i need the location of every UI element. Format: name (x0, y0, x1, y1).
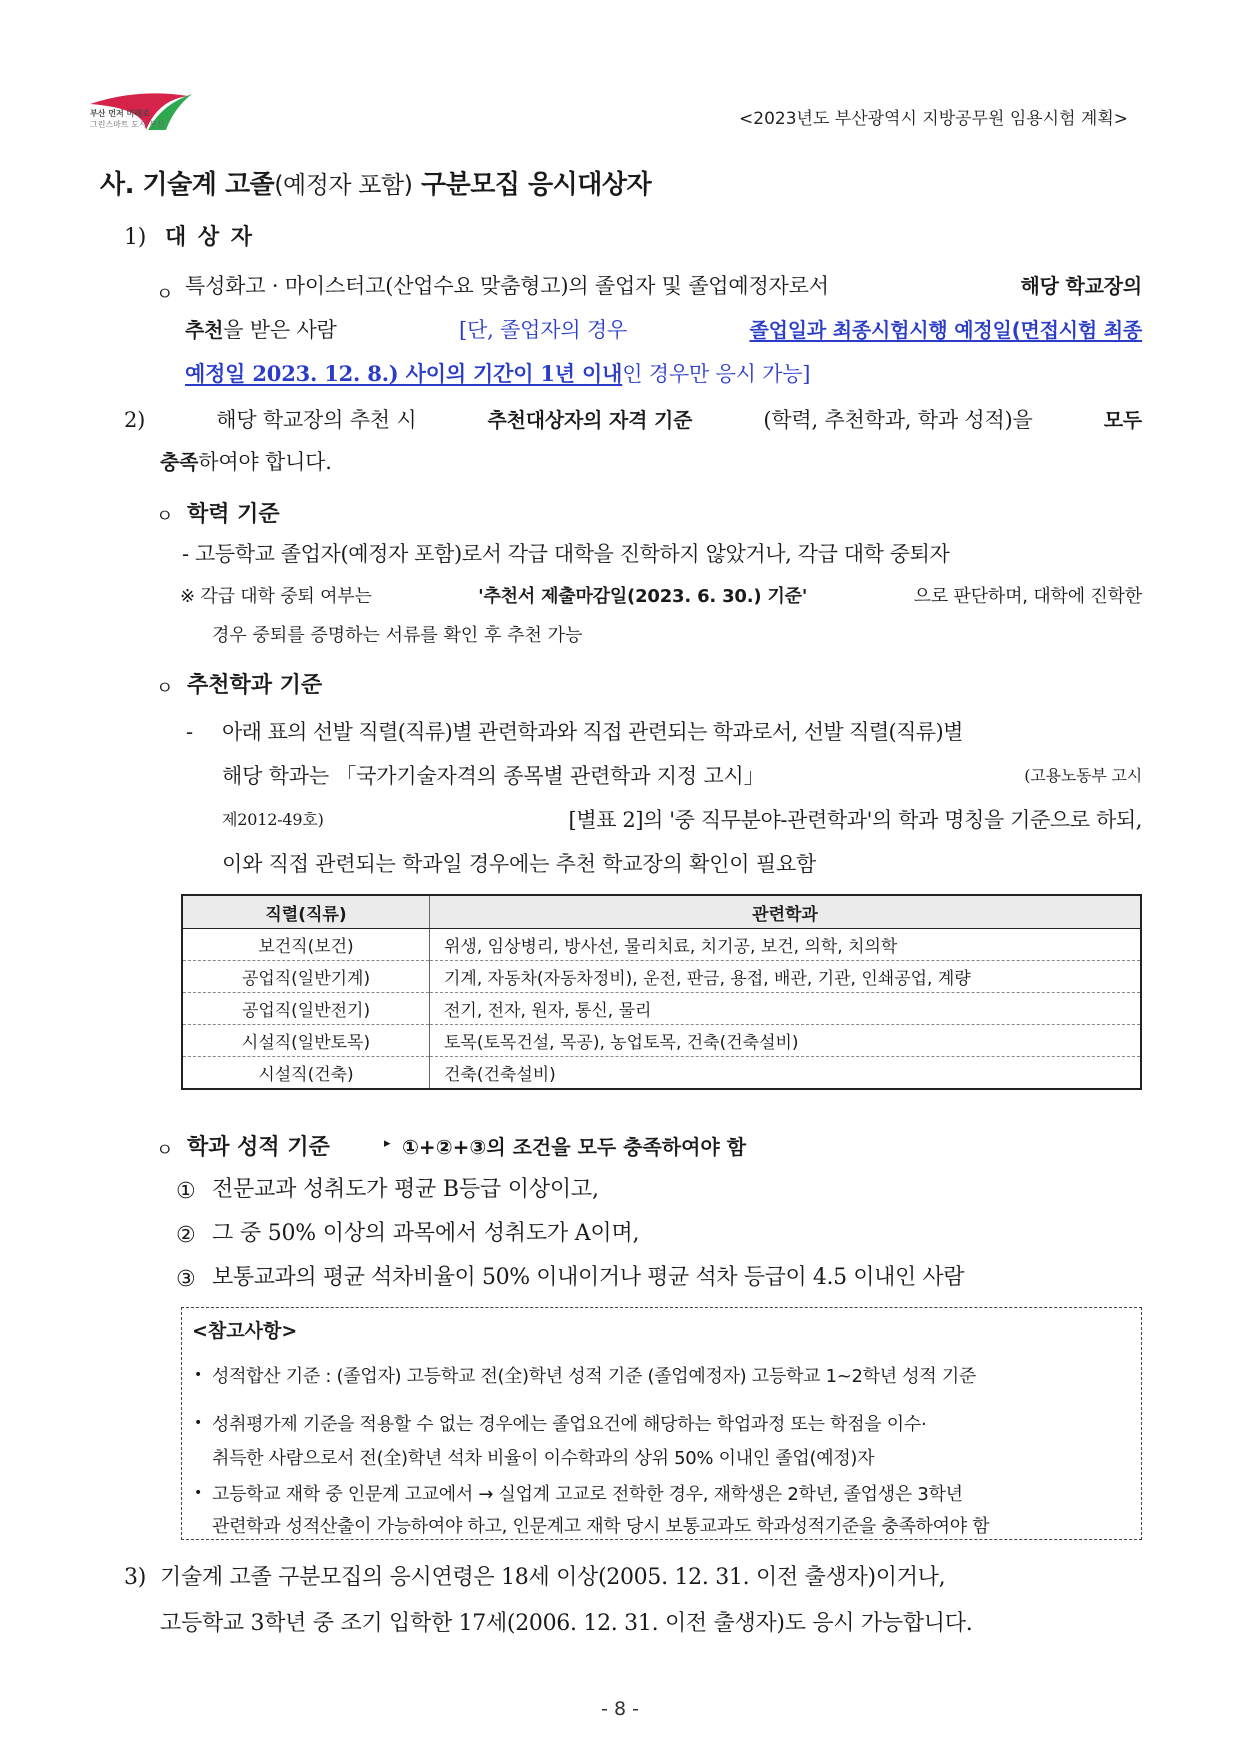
table-row (182, 929, 1141, 961)
dept-line3: 제2012-49호) [별표 2]의 '중 직무분야-관련학과'의 학과 명칭을 기준으로 하되, (222, 808, 1142, 832)
job-cell: 공업직(일반기계) (182, 961, 430, 993)
condition-3-number: ③ (176, 1267, 196, 1292)
dept-line1: 아래 표의 선발 직렬(직류)별 관련학과와 직접 관련되는 학과로서, 선발 직렬(직류)별 (222, 720, 963, 744)
reference-box (181, 1307, 1142, 1540)
page-number: - 8 - (601, 1698, 639, 1720)
dept-line2: 해당 학과는 「국가기술자격의 종목별 관련학과 지정 고시」 (고용노동부 고시 (222, 764, 1142, 788)
job-cell: 공업직(일반전기) (182, 993, 430, 1025)
section-title: 사. 기술계 고졸(예정자 포함) 구분모집 응시대상자 (100, 170, 652, 200)
condition-1-number: ① (176, 1179, 196, 1204)
dept-heading: 추천학과 기준 (187, 673, 323, 698)
document-header: <2023년도 부산광역시 지방공무원 임용시험 계획> (739, 109, 1128, 129)
item2-line1: 2) 해당 학교장의 추천 시 추천대상자의 자격 기준 (학력, 추천학과, 학과 성적)을 모두 (124, 408, 1142, 432)
job-cell: 시설직(건축) (182, 1057, 430, 1090)
departments-cell: 위생, 임상병리, 방사선, 물리치료, 치기공, 보건, 의학, 치의학 (430, 929, 1142, 961)
logo-slogan: 부산 먼저 미래로 (90, 109, 150, 118)
item1-heading: 1) 대 상 자 (124, 225, 255, 250)
busan-logo (88, 90, 198, 134)
job-cell: 시설직(일반토목) (182, 1025, 430, 1057)
education-note-line2: 경우 중퇴를 증명하는 서류를 확인 후 추천 가능 (212, 625, 583, 646)
item3-line2: 고등학교 3학년 중 조기 입학한 17세(2006. 12. 31. 이전 출생자)도 응시 가능합니다. (160, 1611, 973, 1636)
item3-line1: 기술계 고졸 구분모집의 응시연령은 18세 이상(2005. 12. 31. 이전 출생자)이거나, (160, 1565, 946, 1590)
departments-cell: 건축(건축설비) (430, 1057, 1142, 1090)
reference-item-3a: 고등학교 재학 중 인문계 고교에서 → 실업계 고교로 전학한 경우, 재학생은 2학년, 졸업생은 3학년 (212, 1484, 963, 1505)
departments-cell: 전기, 전자, 원자, 통신, 물리 (430, 993, 1142, 1025)
condition-2: 그 중 50% 이상의 과목에서 성취도가 A이며, (212, 1221, 640, 1246)
item3-number: 3) (124, 1565, 147, 1590)
reference-item-2b: 취득한 사람으로서 전(全)학년 석차 비율이 이수학과의 상위 50% 이내인 졸업(예정)자 (212, 1448, 875, 1469)
item1-line1: 특성화고 · 마이스터고(산업수요 맞춤형고)의 졸업자 및 졸업예정자로서 해당 학교장의 (185, 274, 1142, 298)
reference-item-1: 성적합산 기준 : (졸업자) 고등학교 전(全)학년 성적 기준 (졸업예정자) 고등학교 1~2학년 성적 기준 (212, 1366, 977, 1387)
table-row (182, 961, 1141, 993)
grade-condition: ①+②+③의 조건을 모두 충족하여야 함 (402, 1135, 747, 1159)
item1-line2: 추천을 받은 사람 [단, 졸업자의 경우 졸업일과 최종시험시행 예정일(면접시험 최종 (185, 318, 1142, 342)
table-row (182, 1057, 1141, 1090)
dept-line4: 이와 직접 관련되는 학과일 경우에는 추천 학교장의 확인이 필요함 (222, 852, 817, 876)
arrow-icon: ▸ (384, 1136, 391, 1151)
table-header-row (182, 895, 1141, 929)
item2-line2: 충족하여야 합니다. (160, 450, 332, 474)
table-header-job: 직렬(직류) (182, 895, 430, 929)
job-cell: 보건직(보건) (182, 929, 430, 961)
grade-heading: 학과 성적 기준 (187, 1135, 330, 1160)
condition-3: 보통교과의 평균 석차비율이 50% 이내이거나 평균 석차 등급이 4.5 이내인 사람 (212, 1265, 965, 1290)
table-row (182, 993, 1141, 1025)
bullet-icon: • (194, 1415, 203, 1431)
reference-title: <참고사항> (192, 1320, 298, 1342)
bullet-circle: ㅇ (156, 284, 174, 305)
bullet-icon: • (194, 1367, 203, 1383)
bullet-circle: ㅇ (156, 678, 174, 699)
item1-line3: 예정일 2023. 12. 8.) 사이의 기간이 1년 이내인 경우만 응시 가능] (185, 361, 811, 386)
reference-item-2a: 성취평가제 기준을 적용할 수 없는 경우에는 졸업요건에 해당하는 학업과정 또는 학점을 이수· (212, 1414, 927, 1435)
bullet-icon: • (194, 1485, 203, 1501)
education-dash-line: - 고등학교 졸업자(예정자 포함)로서 각급 대학을 진학하지 않았거나, 각급 대학 중퇴자 (182, 542, 950, 566)
departments-cell: 기계, 자동차(자동차정비), 운전, 판금, 용접, 배관, 기관, 인쇄공업, 계량 (430, 961, 1142, 993)
reference-item-3b: 관련학과 성적산출이 가능하여야 하고, 인문계고 재학 당시 보통교과도 학과성적기준을 충족하여야 함 (212, 1516, 990, 1537)
logo-subtitle: 그린스마트 도시 부산 (90, 120, 165, 129)
condition-2-number: ② (176, 1223, 196, 1248)
related-departments-table (181, 894, 1142, 1090)
bullet-circle: ㅇ (156, 506, 174, 527)
table-row (182, 1025, 1141, 1057)
education-heading: 학력 기준 (187, 502, 280, 527)
education-note-line1: ※ 각급 대학 중퇴 여부는 '추천서 제출마감일(2023. 6. 30.) 기준' 으로 판단하며, 대학에 진학한 (180, 586, 1142, 607)
bullet-circle: ㅇ (156, 1140, 174, 1161)
dept-dash: - (186, 720, 193, 744)
condition-1: 전문교과 성취도가 평균 B등급 이상이고, (212, 1177, 599, 1202)
table-header-departments: 관련학과 (430, 895, 1142, 929)
departments-cell: 토목(토목건설, 목공), 농업토목, 건축(건축설비) (430, 1025, 1142, 1057)
